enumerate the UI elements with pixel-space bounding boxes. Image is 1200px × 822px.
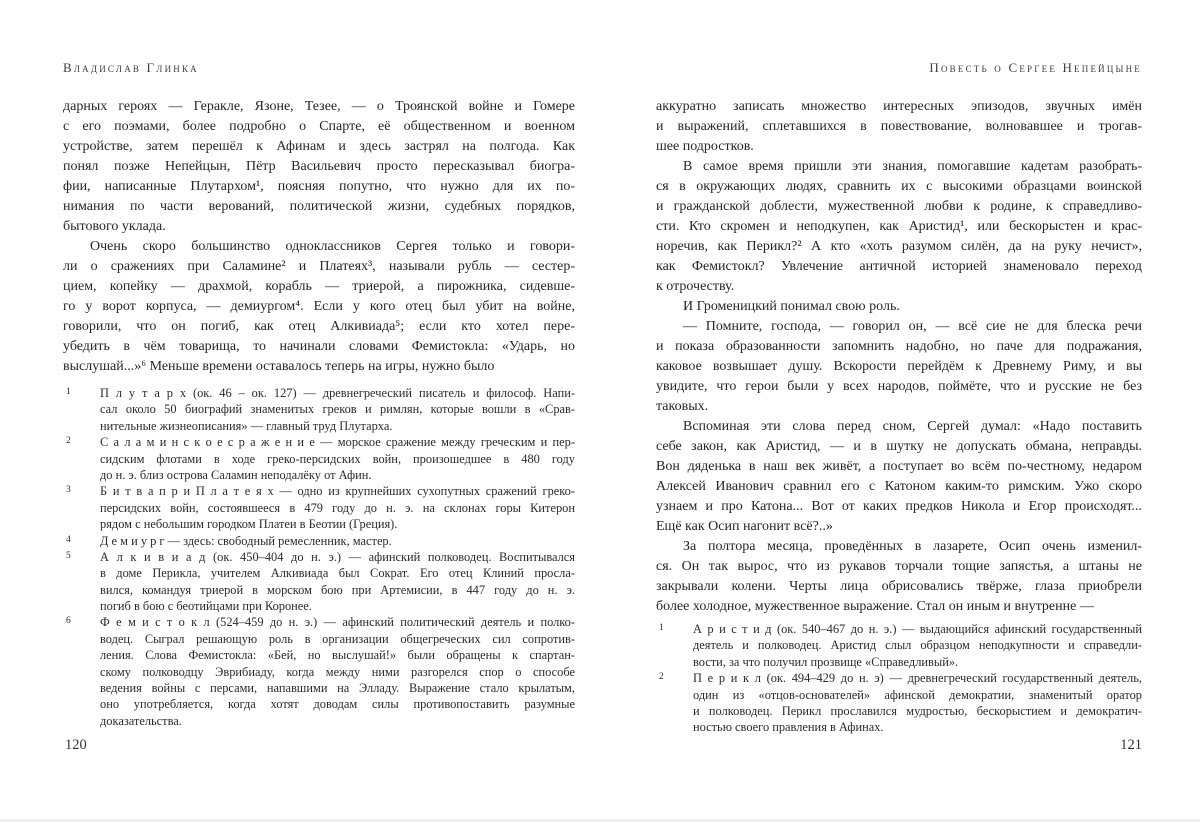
footnote bbox=[63, 533, 575, 549]
text-line: Ф е м и с т о к л (524–459 до н. э.) — афинский политический деятель и полко- bbox=[100, 615, 575, 630]
text-line: и полководец. Перикл прославился мудростью, бескорыстием и демократич- bbox=[693, 703, 1142, 718]
text-line: до н. э. близ острова Саламин неподалёку от Афин. bbox=[100, 467, 372, 482]
text-line: сал около 50 биографий знаменитых греков и римлян, которые вошли в «Срав- bbox=[100, 402, 575, 417]
footnote-number: 6 bbox=[66, 616, 71, 627]
text-line: А р и с т и д (ок. 540–467 до н. э.) — выдающийся афинский государственный bbox=[693, 622, 1142, 636]
text-line: оно употребляется, когда хотят доводам силы противопоставить разумные bbox=[100, 697, 575, 712]
text-line: рядом с небольшим городком Платеи в Беотии (Греция). bbox=[100, 517, 398, 532]
text-line: А л к и в и а д (ок. 450–404 до н. э.) — афинский полководец. Воспитывался bbox=[100, 549, 575, 564]
text-line: ведения войны с персами, напавшими на Элладу. Выражение стало крылатым, bbox=[100, 681, 575, 696]
text-line: сти. Кто скромен и неподкупен, как Аристид¹, или бескорыстен и крас- bbox=[656, 219, 1142, 234]
footnote-text bbox=[100, 533, 575, 549]
footnote-text bbox=[100, 614, 575, 729]
text-line: погиб в бою с беотийцами при Коронее. bbox=[100, 599, 312, 614]
text-line: вости, за что получил прозвище «Справедливый». bbox=[693, 654, 959, 669]
text-line: — Помните, господа, — говорил он, — всё сие не для блеска речи bbox=[683, 319, 1142, 334]
footnote-text bbox=[100, 483, 575, 532]
page-number-left: 120 bbox=[65, 737, 87, 753]
text-line: водец. Сыграл решающую роль в организации общегреческих сил сопротив- bbox=[100, 631, 575, 646]
text-line: к отрочеству. bbox=[656, 279, 735, 294]
text-line: нительные жизнеописания» — главный труд Плутарха. bbox=[100, 418, 393, 433]
text-line: сидским флотами в ходе греко-персидских войн, произошедшее в 480 году bbox=[100, 451, 575, 466]
text-line: выслушай...»⁶ Меньше времени оставалось теперь на игры, нужно было bbox=[63, 359, 495, 374]
footnote-text bbox=[693, 621, 1142, 670]
running-header-title: Повесть о Сергее Непейцыне bbox=[929, 60, 1142, 75]
footnote-text bbox=[100, 549, 575, 615]
text-line: скому полководцу Эврибиаду, когда между ними разгорелся спор о способе bbox=[100, 664, 575, 679]
text-line: более холодное, мужественное выражение. Стал он иным и внутренне — bbox=[656, 599, 1094, 614]
text-line: Алексей Иванович сравнил его с Катоном каким-то римским. Ужо скоро bbox=[656, 479, 1142, 494]
text-line: С а л а м и н с к о е с р а ж е н и е — морское сражение между греческим и пер- bbox=[100, 435, 575, 450]
text-line: За полтора месяца, проведённых в лазарете, Осип очень изменил- bbox=[683, 539, 1142, 554]
text-line: убедить в чём товарища, то начинали словами Фемистокла: «Ударь, но bbox=[63, 339, 575, 354]
text-line: деятель и полководец. Аристид слыл образцом неподкупности и справедли- bbox=[693, 638, 1142, 653]
text-line: в доме Перикла, учителем Алкивиада был Сократ. Его отец Клиний просла- bbox=[100, 566, 575, 581]
text-line: понял позже Непейцын, Пётр Васильевич просто пересказывал биогра- bbox=[63, 159, 575, 174]
footnote-number: 2 bbox=[66, 436, 71, 447]
text-line: аккуратно записать множество интересных эпизодов, звучных имён bbox=[656, 99, 1142, 114]
footnote-number: 3 bbox=[66, 485, 71, 496]
text-line: узнаем и про Катона... Вот от каких предков Никола и Егор происходят... bbox=[656, 499, 1142, 514]
text-line: бытового уклада. bbox=[63, 219, 166, 234]
text-line: В самое время пришли эти знания, помогавшие кадетам разобрать- bbox=[683, 159, 1142, 174]
text-line: ся. Он так вырос, что из рукавов торчали тощие запястья, а штаны не bbox=[656, 559, 1142, 574]
footnotes-section bbox=[63, 385, 575, 729]
text-line: П л у т а р х (ок. 46 – ок. 127) — древнегреческий писатель и философ. Напи- bbox=[100, 386, 575, 400]
footnote-number: 1 bbox=[659, 623, 664, 633]
footnote-number: 5 bbox=[66, 550, 71, 561]
text-line: вился, командуя триерой в морском бою при Артемисии, в 447 году до н. э. bbox=[100, 582, 575, 597]
footnote-text bbox=[693, 670, 1142, 736]
body-text bbox=[656, 97, 1142, 617]
text-line: дарных героях — Геракле, Язоне, Тезее, — о Троянской войне и Гомере bbox=[63, 99, 575, 114]
text-line: персидских войн, состоявшееся в 479 году до н. э. на склонах горы Китерон bbox=[100, 500, 575, 515]
text-line: ли о сражениях при Саламине² и Платеях³, называли рубль — сестер- bbox=[63, 259, 575, 274]
text-line: ся в окружающих людях, сравнить их с высокими образцами воинской bbox=[656, 179, 1142, 194]
text-line: Ещё как Осип нагонит всё?..» bbox=[656, 519, 833, 534]
footnotes-section bbox=[656, 621, 1142, 736]
footnote bbox=[63, 549, 575, 615]
footnote bbox=[63, 385, 575, 434]
text-line: как Фемистокл? Увлечение античной историей знаменовало переход bbox=[656, 259, 1142, 274]
text-line: Вон дяденька в наш век живёт, а поступает во всём по-честному, недаром bbox=[656, 459, 1142, 474]
text-line: Б и т в а п р и П л а т е я х — одно из крупнейших сухопутных сражений греко- bbox=[100, 484, 575, 499]
footnote bbox=[656, 621, 1142, 670]
text-line: Д е м и у р г — здесь: свободный ремесленник, мастер. bbox=[100, 533, 392, 548]
page-number-right: 121 bbox=[1120, 737, 1142, 753]
footnote-number: 1 bbox=[66, 387, 71, 397]
text-line: нимания по части верований, политической жизни, судебных порядков, bbox=[63, 199, 575, 214]
text-line: закрывали колени. Черты лица обрисовались твёрже, глаза приобрели bbox=[656, 579, 1142, 594]
text-line: увидите, что герои были у всех народов, поймёте, что и русские не без bbox=[656, 379, 1142, 394]
footnote bbox=[63, 434, 575, 483]
body-text bbox=[63, 97, 575, 377]
footnote-text bbox=[100, 385, 575, 434]
running-header-author: Владислав Глинка bbox=[63, 60, 199, 75]
text-line: го у ворот корпуса, — демиургом⁴. Если у кого отец был убит на войне, bbox=[63, 299, 575, 314]
text-line: норечив, как Перикл?² А кто «хоть разумом силён, да на руку нечист», bbox=[656, 239, 1142, 254]
text-line: каковое возвышает душу. Вскорости перейдём к Древнему Риму, и вы bbox=[656, 359, 1142, 374]
text-line: ления. Слова Фемистокла: «Бей, но выслушай!» были обращены к спартан- bbox=[100, 648, 575, 663]
text-line: говорили, что он погиб, как отец Алкивиада⁵; если кто хотел пере- bbox=[63, 319, 575, 334]
footnote bbox=[63, 483, 575, 532]
text-line: доказательства. bbox=[100, 713, 182, 728]
text-line: себе закон, как Аристид, — и в шутку не допускать обмана, неправды. bbox=[656, 439, 1142, 454]
text-line: и выражений, сплетавшихся в повествование, волновавшее и трогав- bbox=[656, 119, 1142, 134]
text-line: И Громеницкий понимал свою роль. bbox=[683, 299, 900, 314]
text-line: один из «отцов-основателей» афинской демократии, знаменитый оратор bbox=[693, 687, 1142, 702]
text-line: устройстве, затем перешёл к Афинам и здесь застрял на полгода. Как bbox=[63, 139, 575, 154]
text-line: и гражданской доблести, мужественной любви к родине, к справедливо- bbox=[656, 199, 1142, 214]
text-line: шее подростков. bbox=[656, 139, 754, 154]
text-line: П е р и к л (ок. 494–429 до н. э) — древнегреческий государственный деятель, bbox=[693, 671, 1142, 686]
footnote-number: 2 bbox=[659, 672, 664, 683]
footnote bbox=[656, 670, 1142, 736]
text-line: фии, написанные Плутархом¹, поясняя попутно, что нужно для их по- bbox=[63, 179, 575, 194]
text-line: Очень скоро большинство одноклассников Сергея только и говори- bbox=[90, 239, 575, 254]
text-line: таковых. bbox=[656, 399, 709, 414]
text-line: и показа образованности запомнить надобно, но паче для подражания, bbox=[656, 339, 1142, 354]
text-line: цием, копейку — драхмой, корабль — триерой, а пирожника, сидевше- bbox=[63, 279, 575, 294]
footnote-number: 4 bbox=[66, 534, 71, 545]
text-line: ностью своего правления в Афинах. bbox=[693, 720, 884, 735]
text-line: с его поэмами, более подробно о Спарте, её общественном и военном bbox=[63, 119, 575, 134]
footnote bbox=[63, 614, 575, 729]
text-line: Вспоминая эти слова перед сном, Сергей думал: «Надо поставить bbox=[683, 419, 1142, 434]
footnote-text bbox=[100, 434, 575, 483]
